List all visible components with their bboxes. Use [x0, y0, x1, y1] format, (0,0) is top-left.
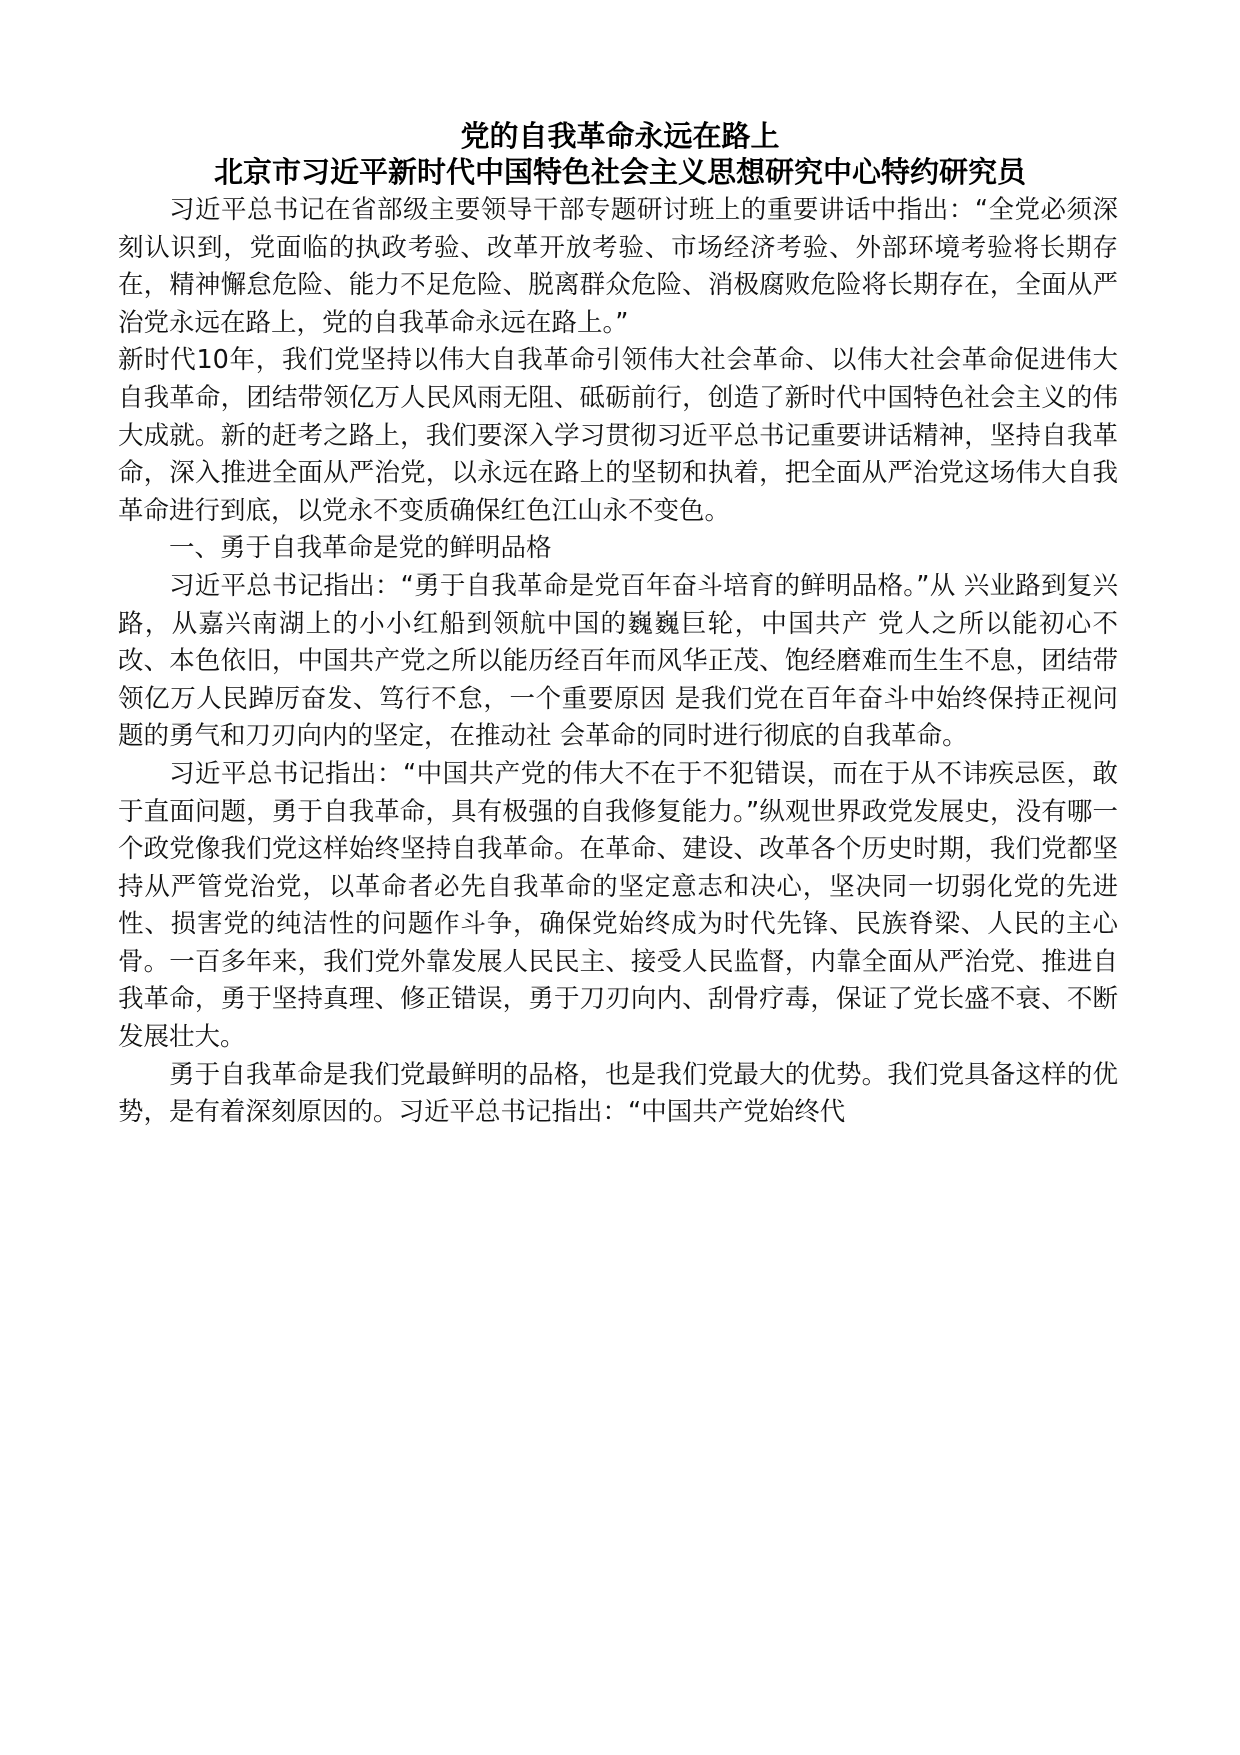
paragraph: 习近平总书记指出：“中国共产党的伟大不在于不犯错误，而在于从不讳疾忌医，敢于直面问题，勇于自我革命，具有极强的自我修复能力。”纵观世界政党发展史，没有哪一个政党像我们党这样始终坚持自我革命。在革命、建设、改革各个历史时期，我们党都坚持从严管党治党，以革命者必先自我革命的坚定意志和决心，坚决同一切弱化党的先进性、损害党的纯洁性的问题作斗争，确保党始终成为时代先锋、民族脊梁、人民的主心骨。一百多年来，我们党外靠发展人民民主、接受人民监督，内靠全面从严治党、推进自我革命，勇于坚持真理、修正错误，勇于刀刃向内、刮骨疗毒，保证了党长盛不衰、不断发展壮大。 — [118, 758, 1118, 1053]
document-author: 北京市习近平新时代中国特色社会主义思想研究中心特约研究员 — [213, 155, 1026, 189]
paragraph: 新时代10年，我们党坚持以伟大自我革命引领伟大社会革命、以伟大社会革命促进伟大自我革命，团结带领亿万人民风雨无阻、砥砺前行，创造了新时代中国特色社会主义的伟大成就。新的赶考之路上，我们要深入学习贯彻习近平总书记重要讲话精神，坚持自我革命，深入推进全面从严治党，以永远在路上的坚韧和执着，把全面从严治党这场伟大自我革命进行到底，以党永不变质确保红色江山永不变色。 — [118, 345, 1118, 526]
document-title: 党的自我革命永远在路上 — [460, 119, 780, 153]
title-block — [0, 118, 1240, 190]
paragraph: 勇于自我革命是我们党最鲜明的品格，也是我们党最大的优势。我们党具备这样的优势，是有着深刻原因的。习近平总书记指出：“中国共产党始终代 — [118, 1059, 1118, 1128]
paragraph: 习近平总书记在省部级主要领导干部专题研讨班上的重要讲话中指出：“全党必须深刻认识到，党面临的执政考验、改革开放考验、市场经济考验、外部环境考验将长期存在，精神懈怠危险、能力不足危险、脱离群众危险、消极腐败危险将长期存在，全面从严治党永远在路上，党的自我革命永远在路上。” — [118, 195, 1118, 338]
paragraph: 习近平总书记指出：“勇于自我革命是党百年奋斗培育的鲜明品格。”从 兴业路到复兴路，从嘉兴南湖上的小小红船到领航中国的巍巍巨轮，中国共产 党人之所以能初心不改、本色依旧，中国共产党之所以能历经百年而风华正茂、饱经磨难而生生不息，团结带领亿万人民踔厉奋发、笃行不怠，一个重要原因 是我们党在百年奋斗中始终保持正视问题的勇气和刀刃向内的坚定，在推动社 会革命的同时进行彻底的自我革命。 — [118, 570, 1118, 752]
section-heading: 一、勇于自我革命是党的鲜明品格 — [169, 533, 552, 564]
document-body — [118, 192, 1118, 1132]
